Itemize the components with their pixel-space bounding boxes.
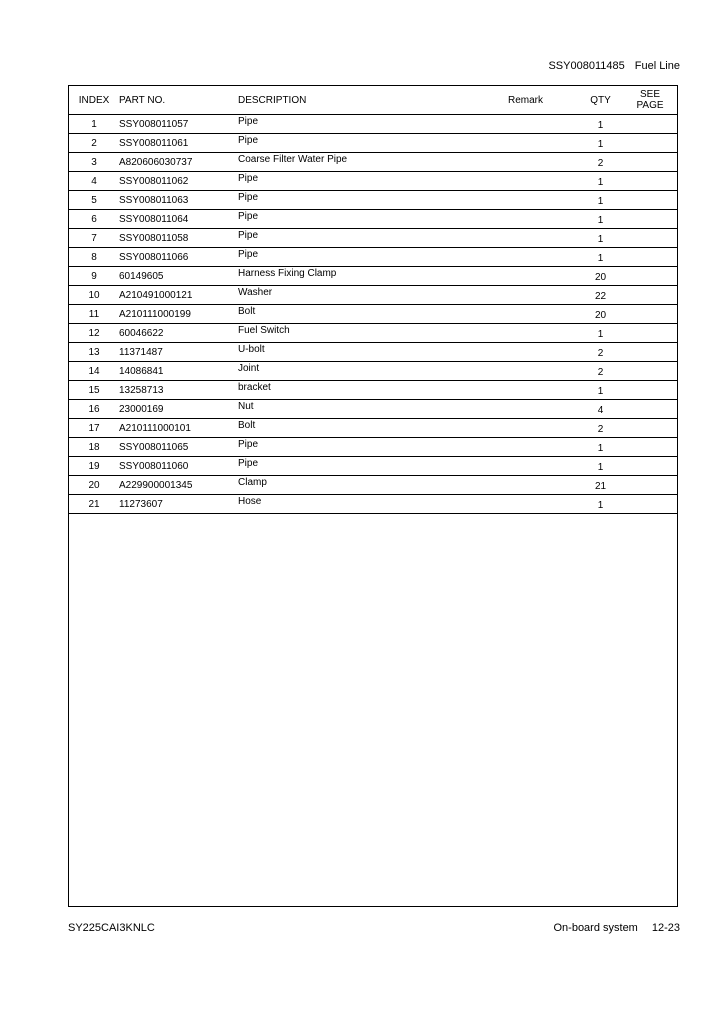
cell-remark [508, 153, 578, 172]
cell-part-no: A210111000199 [119, 305, 238, 324]
table-row [69, 324, 677, 343]
cell-see-page [623, 115, 677, 134]
cell-qty: 4 [578, 400, 623, 419]
cell-description: Pipe [238, 172, 508, 191]
section-name: On-board system [553, 922, 638, 934]
cell-description: Hose [238, 495, 508, 514]
cell-qty: 2 [578, 343, 623, 362]
cell-see-page [623, 305, 677, 324]
cell-qty: 21 [578, 476, 623, 495]
document-title: Fuel Line [634, 60, 680, 72]
cell-see-page [623, 134, 677, 153]
table-header-row [69, 86, 677, 115]
table-row [69, 400, 677, 419]
cell-description: Bolt [238, 419, 508, 438]
cell-see-page [623, 191, 677, 210]
cell-see-page [623, 381, 677, 400]
table-row [69, 438, 677, 457]
table-row [69, 343, 677, 362]
cell-index: 19 [69, 457, 119, 476]
cell-see-page [623, 419, 677, 438]
parts-table [69, 86, 677, 514]
cell-description: Pipe [238, 134, 508, 153]
cell-remark [508, 362, 578, 381]
cell-see-page [623, 210, 677, 229]
cell-part-no: SSY008011060 [119, 457, 238, 476]
cell-see-page [623, 476, 677, 495]
cell-remark [508, 438, 578, 457]
cell-part-no: SSY008011062 [119, 172, 238, 191]
cell-see-page [623, 286, 677, 305]
cell-description: Joint [238, 362, 508, 381]
cell-qty: 1 [578, 495, 623, 514]
cell-remark [508, 210, 578, 229]
model-name: SY225CAI3KNLC [68, 922, 155, 934]
cell-remark [508, 286, 578, 305]
cell-part-no: A229900001345 [119, 476, 238, 495]
cell-qty: 20 [578, 305, 623, 324]
table-row [69, 210, 677, 229]
page-label: PAGE [636, 100, 664, 111]
cell-description: Coarse Filter Water Pipe [238, 153, 508, 172]
cell-remark [508, 419, 578, 438]
cell-part-no: A820606030737 [119, 153, 238, 172]
cell-index: 14 [69, 362, 119, 381]
col-index-header: INDEX [69, 86, 119, 115]
cell-part-no: SSY008011066 [119, 248, 238, 267]
table-row [69, 286, 677, 305]
table-row [69, 419, 677, 438]
cell-see-page [623, 495, 677, 514]
cell-part-no: 23000169 [119, 400, 238, 419]
table-body [69, 115, 677, 514]
cell-description: Bolt [238, 305, 508, 324]
cell-remark [508, 400, 578, 419]
cell-part-no: 13258713 [119, 381, 238, 400]
cell-index: 8 [69, 248, 119, 267]
cell-remark [508, 248, 578, 267]
cell-part-no: SSY008011057 [119, 115, 238, 134]
cell-see-page [623, 400, 677, 419]
cell-qty: 1 [578, 248, 623, 267]
cell-index: 7 [69, 229, 119, 248]
table-row [69, 229, 677, 248]
cell-index: 13 [69, 343, 119, 362]
cell-qty: 1 [578, 229, 623, 248]
cell-index: 20 [69, 476, 119, 495]
cell-index: 15 [69, 381, 119, 400]
cell-see-page [623, 172, 677, 191]
table-row [69, 172, 677, 191]
table-row [69, 305, 677, 324]
cell-description: Pipe [238, 229, 508, 248]
cell-description: Clamp [238, 476, 508, 495]
cell-description: Pipe [238, 115, 508, 134]
cell-remark [508, 305, 578, 324]
cell-qty: 1 [578, 172, 623, 191]
col-part-no-header: PART NO. [119, 86, 238, 115]
cell-remark [508, 476, 578, 495]
cell-description: Pipe [238, 457, 508, 476]
cell-qty: 1 [578, 324, 623, 343]
cell-remark [508, 343, 578, 362]
cell-description: Pipe [238, 438, 508, 457]
cell-description: bracket [238, 381, 508, 400]
cell-part-no: A210491000121 [119, 286, 238, 305]
cell-remark [508, 495, 578, 514]
page-number: 12-23 [651, 922, 680, 934]
page-footer [553, 922, 680, 934]
parts-list-frame [68, 85, 678, 907]
cell-index: 21 [69, 495, 119, 514]
col-qty-header: QTY [578, 86, 623, 115]
cell-see-page [623, 229, 677, 248]
cell-part-no: 11273607 [119, 495, 238, 514]
cell-remark [508, 229, 578, 248]
cell-index: 5 [69, 191, 119, 210]
cell-remark [508, 172, 578, 191]
cell-remark [508, 457, 578, 476]
cell-part-no: SSY008011058 [119, 229, 238, 248]
cell-description: Harness Fixing Clamp [238, 267, 508, 286]
cell-see-page [623, 153, 677, 172]
col-remark-header: Remark [508, 86, 578, 115]
cell-remark [508, 267, 578, 286]
table-row [69, 248, 677, 267]
cell-qty: 2 [578, 362, 623, 381]
cell-description: Fuel Switch [238, 324, 508, 343]
cell-part-no: 60046622 [119, 324, 238, 343]
cell-description: Washer [238, 286, 508, 305]
cell-qty: 2 [578, 153, 623, 172]
cell-part-no: 14086841 [119, 362, 238, 381]
table-row [69, 153, 677, 172]
col-description-header: DESCRIPTION [238, 86, 508, 115]
cell-qty: 1 [578, 381, 623, 400]
cell-part-no: SSY008011061 [119, 134, 238, 153]
cell-description: Pipe [238, 191, 508, 210]
cell-remark [508, 191, 578, 210]
cell-index: 12 [69, 324, 119, 343]
table-row [69, 495, 677, 514]
table-row [69, 457, 677, 476]
cell-part-no: SSY008011063 [119, 191, 238, 210]
page-header [548, 60, 680, 72]
cell-index: 16 [69, 400, 119, 419]
cell-see-page [623, 343, 677, 362]
cell-qty: 1 [578, 210, 623, 229]
cell-description: Pipe [238, 248, 508, 267]
cell-index: 17 [69, 419, 119, 438]
table-row [69, 362, 677, 381]
cell-qty: 1 [578, 191, 623, 210]
cell-index: 9 [69, 267, 119, 286]
cell-qty: 1 [578, 457, 623, 476]
cell-qty: 1 [578, 115, 623, 134]
cell-see-page [623, 362, 677, 381]
table-row [69, 381, 677, 400]
cell-index: 3 [69, 153, 119, 172]
cell-qty: 1 [578, 438, 623, 457]
table-row [69, 134, 677, 153]
cell-index: 6 [69, 210, 119, 229]
cell-description: U-bolt [238, 343, 508, 362]
cell-description: Pipe [238, 210, 508, 229]
cell-remark [508, 134, 578, 153]
cell-index: 10 [69, 286, 119, 305]
table-row [69, 267, 677, 286]
cell-qty: 22 [578, 286, 623, 305]
cell-part-no: A210111000101 [119, 419, 238, 438]
col-see-page-header [623, 86, 677, 115]
cell-index: 18 [69, 438, 119, 457]
cell-see-page [623, 267, 677, 286]
cell-index: 11 [69, 305, 119, 324]
cell-remark [508, 324, 578, 343]
cell-see-page [623, 438, 677, 457]
cell-see-page [623, 248, 677, 267]
cell-qty: 20 [578, 267, 623, 286]
see-label: SEE [639, 89, 660, 100]
cell-part-no: 60149605 [119, 267, 238, 286]
table-row [69, 191, 677, 210]
cell-part-no: 11371487 [119, 343, 238, 362]
cell-index: 4 [69, 172, 119, 191]
table-row [69, 115, 677, 134]
document-code: SSY008011485 [548, 60, 625, 72]
cell-part-no: SSY008011064 [119, 210, 238, 229]
cell-part-no: SSY008011065 [119, 438, 238, 457]
cell-qty: 2 [578, 419, 623, 438]
cell-description: Nut [238, 400, 508, 419]
cell-qty: 1 [578, 134, 623, 153]
cell-see-page [623, 457, 677, 476]
table-row [69, 476, 677, 495]
cell-index: 1 [69, 115, 119, 134]
cell-see-page [623, 324, 677, 343]
cell-remark [508, 115, 578, 134]
cell-remark [508, 381, 578, 400]
cell-index: 2 [69, 134, 119, 153]
